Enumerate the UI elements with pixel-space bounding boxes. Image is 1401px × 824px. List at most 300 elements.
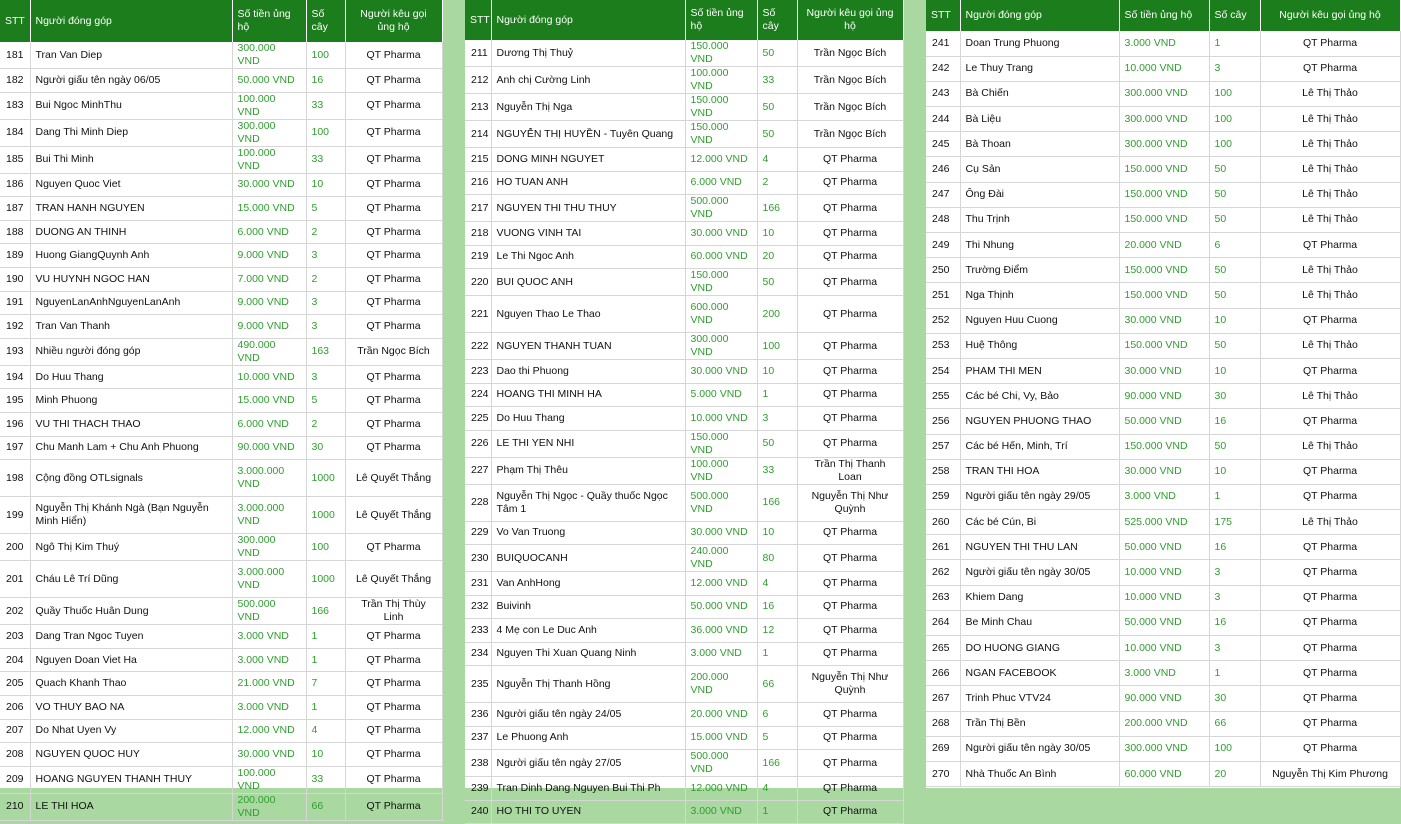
- caller-name: QT Pharma: [1260, 585, 1400, 610]
- table-row: [926, 661, 1400, 686]
- caller-name: Trần Ngọc Bích: [797, 121, 903, 148]
- amount: 600.000 VND: [685, 296, 757, 333]
- table-row: [0, 695, 442, 719]
- table-row: [926, 233, 1400, 258]
- amount: 150.000 VND: [1119, 157, 1209, 182]
- table-row: [926, 459, 1400, 484]
- row-stt: 231: [465, 572, 491, 596]
- tree-count: 50: [757, 40, 797, 67]
- amount: 3.000.000 VND: [232, 460, 306, 497]
- row-stt: 195: [0, 389, 30, 413]
- donation-table-panel-3: [926, 0, 1400, 788]
- amount: 525.000 VND: [1119, 510, 1209, 535]
- table-row: [0, 291, 442, 315]
- row-stt: 242: [926, 56, 960, 81]
- amount: 3.000.000 VND: [232, 497, 306, 534]
- table-row: [465, 703, 903, 727]
- donor-name: DONG MINH NGUYET: [491, 148, 685, 172]
- donor-name: Nguyễn Thị Thanh Hồng: [491, 666, 685, 703]
- table-row: [926, 510, 1400, 535]
- table-row: [926, 56, 1400, 81]
- amount: 30.000 VND: [1119, 459, 1209, 484]
- donor-name: BUIQUOCANH: [491, 545, 685, 572]
- caller-name: Nguyễn Thị Kim Phương: [1260, 761, 1400, 786]
- tree-count: 200: [757, 296, 797, 333]
- tree-count: 100: [306, 42, 345, 69]
- tree-count: 166: [757, 195, 797, 222]
- donor-name: Dang Tran Ngoc Tuyen: [30, 625, 232, 649]
- caller-name: QT Pharma: [345, 534, 442, 561]
- tree-count: 66: [757, 666, 797, 703]
- row-stt: 190: [0, 267, 30, 291]
- row-stt: 265: [926, 636, 960, 661]
- table-row: [926, 207, 1400, 232]
- row-stt: 204: [0, 648, 30, 672]
- caller-name: QT Pharma: [345, 146, 442, 173]
- caller-name: QT Pharma: [1260, 308, 1400, 333]
- table-row: [465, 269, 903, 296]
- header-amount: Số tiền ủng hộ: [232, 0, 306, 42]
- header-caller: Người kêu gọi ủng hộ: [345, 0, 442, 42]
- caller-name: QT Pharma: [797, 222, 903, 246]
- tree-count: 33: [306, 146, 345, 173]
- caller-name: Trần Ngọc Bích: [345, 338, 442, 365]
- donor-name: Huệ Thông: [960, 333, 1119, 358]
- amount: 10.000 VND: [232, 365, 306, 389]
- donor-name: Nguyen Thao Le Thao: [491, 296, 685, 333]
- amount: 60.000 VND: [1119, 761, 1209, 786]
- donor-name: Dang Thi Minh Diep: [30, 119, 232, 146]
- row-stt: 234: [465, 642, 491, 666]
- table-body: [465, 40, 903, 824]
- amount: 50.000 VND: [232, 69, 306, 93]
- amount: 50.000 VND: [1119, 409, 1209, 434]
- tree-count: 3: [306, 315, 345, 339]
- table-row: [465, 619, 903, 643]
- row-stt: 251: [926, 283, 960, 308]
- caller-name: QT Pharma: [345, 648, 442, 672]
- amount: 50.000 VND: [685, 595, 757, 619]
- table-row: [926, 308, 1400, 333]
- amount: 100.000 VND: [232, 146, 306, 173]
- row-stt: 249: [926, 233, 960, 258]
- amount: 50.000 VND: [1119, 610, 1209, 635]
- donor-name: TRAN THI HOA: [960, 459, 1119, 484]
- amount: 200.000 VND: [232, 793, 306, 820]
- amount: 50.000 VND: [1119, 535, 1209, 560]
- tree-count: 30: [306, 436, 345, 460]
- amount: 3.000 VND: [1119, 484, 1209, 509]
- table-row: [926, 560, 1400, 585]
- amount: 150.000 VND: [685, 430, 757, 457]
- tree-count: 16: [1209, 535, 1260, 560]
- table-row: [926, 182, 1400, 207]
- amount: 150.000 VND: [1119, 283, 1209, 308]
- caller-name: QT Pharma: [1260, 233, 1400, 258]
- table-row: [0, 793, 442, 820]
- tree-count: 50: [1209, 333, 1260, 358]
- caller-name: QT Pharma: [345, 672, 442, 696]
- donor-name: Huong GiangQuynh Anh: [30, 244, 232, 268]
- donor-name: Người giấu tên ngày 29/05: [960, 484, 1119, 509]
- tree-count: 5: [306, 197, 345, 221]
- amount: 200.000 VND: [685, 666, 757, 703]
- donor-name: Cộng đồng OTLsignals: [30, 460, 232, 497]
- caller-name: QT Pharma: [797, 383, 903, 407]
- row-stt: 201: [0, 561, 30, 598]
- tree-count: 166: [757, 484, 797, 521]
- row-stt: 254: [926, 358, 960, 383]
- caller-name: QT Pharma: [1260, 409, 1400, 434]
- tree-count: 3: [306, 244, 345, 268]
- row-stt: 233: [465, 619, 491, 643]
- donor-name: VUONG VINH TAI: [491, 222, 685, 246]
- tree-count: 1000: [306, 460, 345, 497]
- table-row: [926, 535, 1400, 560]
- row-stt: 269: [926, 736, 960, 761]
- table-row: [0, 648, 442, 672]
- caller-name: Lê Thị Thảo: [1260, 434, 1400, 459]
- donor-name: Do Huu Thang: [30, 365, 232, 389]
- caller-name: Lê Thị Thảo: [1260, 283, 1400, 308]
- caller-name: QT Pharma: [797, 750, 903, 777]
- tree-count: 100: [1209, 81, 1260, 106]
- donor-name: Nga Thịnh: [960, 283, 1119, 308]
- donor-name: Thu Trịnh: [960, 207, 1119, 232]
- tree-count: 33: [757, 457, 797, 484]
- table-row: [926, 636, 1400, 661]
- donor-name: Nhiều người đóng góp: [30, 338, 232, 365]
- table-row: [465, 457, 903, 484]
- donor-name: Bà Liệu: [960, 107, 1119, 132]
- tree-count: 50: [757, 121, 797, 148]
- tree-count: 3: [1209, 585, 1260, 610]
- table-row: [0, 743, 442, 767]
- donor-name: Người giấu tên ngày 06/05: [30, 69, 232, 93]
- row-stt: 261: [926, 535, 960, 560]
- donor-name: Các bé Cún, Bi: [960, 510, 1119, 535]
- caller-name: QT Pharma: [1260, 711, 1400, 736]
- amount: 150.000 VND: [1119, 333, 1209, 358]
- header-trees: Số cây: [306, 0, 345, 42]
- donor-name: Van AnhHong: [491, 572, 685, 596]
- row-stt: 205: [0, 672, 30, 696]
- table-row: [465, 383, 903, 407]
- table-row: [0, 719, 442, 743]
- table-row: [465, 800, 903, 824]
- tree-count: 33: [306, 766, 345, 793]
- donor-name: LE THI HOA: [30, 793, 232, 820]
- caller-name: QT Pharma: [797, 360, 903, 384]
- row-stt: 217: [465, 195, 491, 222]
- donor-name: Ngô Thị Kim Thuý: [30, 534, 232, 561]
- amount: 500.000 VND: [685, 750, 757, 777]
- caller-name: QT Pharma: [797, 800, 903, 824]
- table-row: [465, 296, 903, 333]
- row-stt: 268: [926, 711, 960, 736]
- amount: 150.000 VND: [685, 40, 757, 67]
- tree-count: 166: [757, 750, 797, 777]
- table-body: [926, 31, 1400, 787]
- tree-count: 100: [1209, 132, 1260, 157]
- table-row: [465, 171, 903, 195]
- caller-name: Lê Thị Thảo: [1260, 510, 1400, 535]
- donor-name: 4 Mẹ con Le Duc Anh: [491, 619, 685, 643]
- caller-name: QT Pharma: [797, 726, 903, 750]
- row-stt: 194: [0, 365, 30, 389]
- tree-count: 33: [306, 92, 345, 119]
- tree-count: 2: [757, 171, 797, 195]
- caller-name: Lê Thị Thảo: [1260, 384, 1400, 409]
- caller-name: Lê Thị Thảo: [1260, 157, 1400, 182]
- row-stt: 226: [465, 430, 491, 457]
- caller-name: Lê Thị Thảo: [1260, 258, 1400, 283]
- row-stt: 236: [465, 703, 491, 727]
- donor-name: Các bé Chi, Vy, Bảo: [960, 384, 1119, 409]
- row-stt: 266: [926, 661, 960, 686]
- caller-name: Trần Ngọc Bích: [797, 67, 903, 94]
- caller-name: QT Pharma: [797, 521, 903, 545]
- caller-name: QT Pharma: [797, 595, 903, 619]
- donor-name: Quach Khanh Thao: [30, 672, 232, 696]
- caller-name: Lê Quyết Thắng: [345, 497, 442, 534]
- table-row: [926, 711, 1400, 736]
- header-donor: Người đóng góp: [491, 0, 685, 40]
- amount: 20.000 VND: [685, 703, 757, 727]
- table-row: [0, 42, 442, 69]
- caller-name: Trần Thị Thùy Linh: [345, 598, 442, 625]
- caller-name: Lê Quyết Thắng: [345, 561, 442, 598]
- caller-name: QT Pharma: [1260, 31, 1400, 56]
- row-stt: 239: [465, 777, 491, 801]
- tree-count: 100: [1209, 107, 1260, 132]
- donor-name: Le Phuong Anh: [491, 726, 685, 750]
- row-stt: 214: [465, 121, 491, 148]
- table-row: [0, 436, 442, 460]
- row-stt: 216: [465, 171, 491, 195]
- table-row: [926, 409, 1400, 434]
- table-row: [0, 497, 442, 534]
- table-row: [0, 244, 442, 268]
- row-stt: 252: [926, 308, 960, 333]
- caller-name: QT Pharma: [797, 269, 903, 296]
- row-stt: 199: [0, 497, 30, 534]
- amount: 3.000 VND: [685, 642, 757, 666]
- tree-count: 1: [1209, 31, 1260, 56]
- amount: 90.000 VND: [1119, 384, 1209, 409]
- tree-count: 30: [1209, 686, 1260, 711]
- donor-name: Các bé Hến, Minh, Trí: [960, 434, 1119, 459]
- caller-name: Lê Quyết Thắng: [345, 460, 442, 497]
- table-row: [0, 315, 442, 339]
- amount: 3.000 VND: [1119, 31, 1209, 56]
- tree-count: 1000: [306, 497, 345, 534]
- amount: 12.000 VND: [232, 719, 306, 743]
- tree-count: 100: [306, 119, 345, 146]
- table-row: [0, 460, 442, 497]
- donor-name: NguyenLanAnhNguyenLanAnh: [30, 291, 232, 315]
- tree-count: 7: [306, 672, 345, 696]
- row-stt: 255: [926, 384, 960, 409]
- table-row: [465, 222, 903, 246]
- table-row: [0, 146, 442, 173]
- donor-name: Người giấu tên ngày 27/05: [491, 750, 685, 777]
- donor-name: Dương Thị Thuỷ: [491, 40, 685, 67]
- row-stt: 227: [465, 457, 491, 484]
- caller-name: QT Pharma: [1260, 484, 1400, 509]
- tree-count: 163: [306, 338, 345, 365]
- amount: 150.000 VND: [1119, 207, 1209, 232]
- row-stt: 230: [465, 545, 491, 572]
- amount: 60.000 VND: [685, 245, 757, 269]
- amount: 10.000 VND: [1119, 585, 1209, 610]
- row-stt: 262: [926, 560, 960, 585]
- tree-count: 1: [306, 625, 345, 649]
- table-row: [0, 267, 442, 291]
- tree-count: 3: [757, 407, 797, 431]
- caller-name: QT Pharma: [345, 173, 442, 197]
- donor-name: Do Nhat Uyen Vy: [30, 719, 232, 743]
- tree-count: 10: [757, 222, 797, 246]
- table-row: [926, 384, 1400, 409]
- header-trees: Số cây: [1209, 0, 1260, 31]
- tree-count: 16: [1209, 409, 1260, 434]
- tree-count: 4: [757, 572, 797, 596]
- table-row: [465, 777, 903, 801]
- table-row: [465, 148, 903, 172]
- row-stt: 208: [0, 743, 30, 767]
- table-row: [465, 484, 903, 521]
- caller-name: Lê Thị Thảo: [1260, 81, 1400, 106]
- header-amount: Số tiền ủng hộ: [685, 0, 757, 40]
- amount: 150.000 VND: [685, 269, 757, 296]
- caller-name: QT Pharma: [345, 197, 442, 221]
- donation-table-panel-2: [465, 0, 903, 818]
- donor-name: Nhà Thuốc An Bình: [960, 761, 1119, 786]
- amount: 300.000 VND: [1119, 736, 1209, 761]
- donor-name: HO THI TO UYEN: [491, 800, 685, 824]
- amount: 300.000 VND: [1119, 81, 1209, 106]
- tree-count: 166: [306, 598, 345, 625]
- donor-name: Nguyễn Thị Ngọc - Quầy thuốc Ngọc Tâm 1: [491, 484, 685, 521]
- table-row: [926, 610, 1400, 635]
- donor-name: VO THUY BAO NA: [30, 695, 232, 719]
- donor-name: HOANG THI MINH HA: [491, 383, 685, 407]
- amount: 10.000 VND: [1119, 560, 1209, 585]
- caller-name: QT Pharma: [345, 92, 442, 119]
- caller-name: QT Pharma: [345, 42, 442, 69]
- donor-name: Bui Thi Minh: [30, 146, 232, 173]
- tree-count: 30: [1209, 384, 1260, 409]
- tree-count: 5: [757, 726, 797, 750]
- amount: 15.000 VND: [232, 389, 306, 413]
- donor-name: Anh chị Cường Linh: [491, 67, 685, 94]
- row-stt: 186: [0, 173, 30, 197]
- row-stt: 213: [465, 94, 491, 121]
- tree-count: 3: [306, 365, 345, 389]
- row-stt: 192: [0, 315, 30, 339]
- caller-name: Nguyễn Thị Như Quỳnh: [797, 666, 903, 703]
- row-stt: 229: [465, 521, 491, 545]
- amount: 3.000 VND: [1119, 661, 1209, 686]
- caller-name: QT Pharma: [1260, 661, 1400, 686]
- row-stt: 235: [465, 666, 491, 703]
- tree-count: 50: [757, 430, 797, 457]
- table-row: [926, 736, 1400, 761]
- table-row: [926, 107, 1400, 132]
- caller-name: QT Pharma: [345, 291, 442, 315]
- amount: 10.000 VND: [685, 407, 757, 431]
- table-row: [0, 766, 442, 793]
- row-stt: 215: [465, 148, 491, 172]
- table-row: [465, 521, 903, 545]
- donor-name: Le Thuy Trang: [960, 56, 1119, 81]
- donor-name: Do Huu Thang: [491, 407, 685, 431]
- table-row: [926, 585, 1400, 610]
- amount: 9.000 VND: [232, 291, 306, 315]
- table-row: [465, 333, 903, 360]
- row-stt: 260: [926, 510, 960, 535]
- tree-count: 50: [1209, 258, 1260, 283]
- row-stt: 248: [926, 207, 960, 232]
- tree-count: 2: [306, 412, 345, 436]
- row-stt: 258: [926, 459, 960, 484]
- table-row: [465, 726, 903, 750]
- donor-name: BUI QUOC ANH: [491, 269, 685, 296]
- donor-name: HO TUAN ANH: [491, 171, 685, 195]
- row-stt: 182: [0, 69, 30, 93]
- amount: 3.000 VND: [232, 695, 306, 719]
- caller-name: QT Pharma: [345, 365, 442, 389]
- caller-name: QT Pharma: [345, 315, 442, 339]
- tree-count: 50: [757, 94, 797, 121]
- row-stt: 197: [0, 436, 30, 460]
- row-stt: 253: [926, 333, 960, 358]
- tree-count: 4: [306, 719, 345, 743]
- table-row: [0, 534, 442, 561]
- table-row: [465, 195, 903, 222]
- tree-count: 80: [757, 545, 797, 572]
- table-row: [465, 642, 903, 666]
- table-row: [0, 389, 442, 413]
- amount: 500.000 VND: [232, 598, 306, 625]
- tree-count: 100: [306, 534, 345, 561]
- donor-name: Trường Điểm: [960, 258, 1119, 283]
- row-stt: 206: [0, 695, 30, 719]
- amount: 6.000 VND: [232, 412, 306, 436]
- row-stt: 228: [465, 484, 491, 521]
- tree-count: 10: [306, 173, 345, 197]
- table-row: [0, 412, 442, 436]
- donor-name: Tran Dinh Dang Nguyen Bui Thi Ph: [491, 777, 685, 801]
- amount: 21.000 VND: [232, 672, 306, 696]
- donor-name: NGUYỄN THỊ HUYỀN - Tuyên Quang: [491, 121, 685, 148]
- row-stt: 222: [465, 333, 491, 360]
- tree-count: 1: [306, 695, 345, 719]
- amount: 3.000 VND: [232, 648, 306, 672]
- row-stt: 185: [0, 146, 30, 173]
- caller-name: QT Pharma: [345, 244, 442, 268]
- amount: 6.000 VND: [232, 220, 306, 244]
- donor-name: Khiem Dang: [960, 585, 1119, 610]
- amount: 30.000 VND: [685, 521, 757, 545]
- donor-name: Trần Thị Bền: [960, 711, 1119, 736]
- row-stt: 207: [0, 719, 30, 743]
- row-stt: 238: [465, 750, 491, 777]
- donor-name: Nguyen Huu Cuong: [960, 308, 1119, 333]
- amount: 150.000 VND: [1119, 258, 1209, 283]
- table-row: [465, 94, 903, 121]
